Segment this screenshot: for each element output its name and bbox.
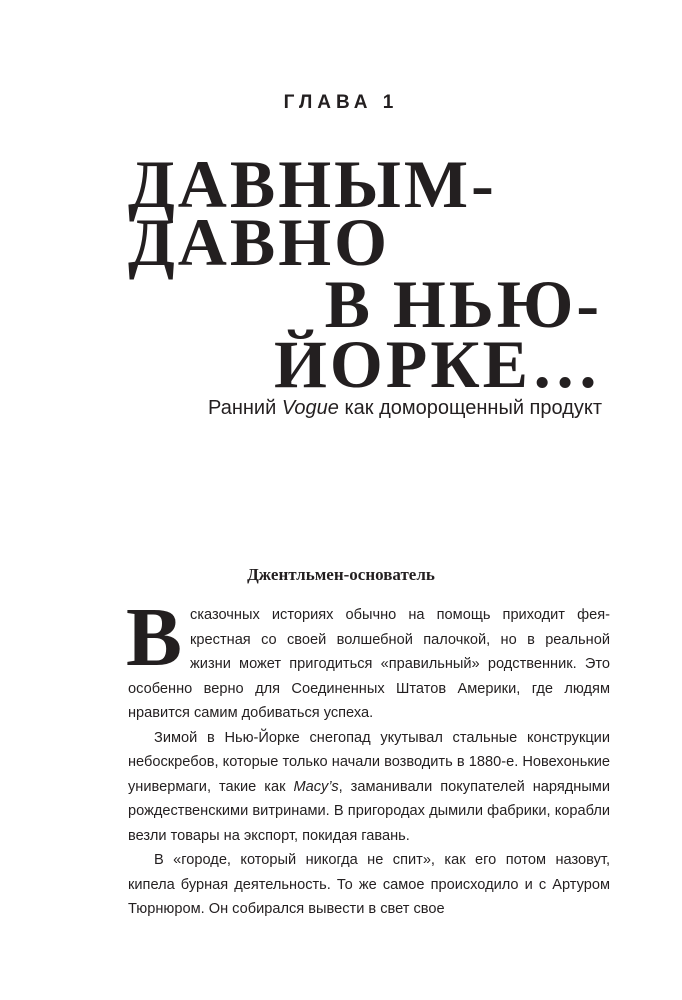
chapter-title-line-3: В НЬЮ- (324, 266, 602, 342)
chapter-title-line-4: ЙОРКЕ… (274, 326, 602, 402)
subtitle-text-after: как доморощенный продукт (338, 397, 602, 419)
chapter-title-line-2: ДАВНО (128, 204, 391, 280)
paragraph-3-text: В «городе, который никогда не спит», как его потом назовут, кипела бурная деятельность. То же самое происходило и с Артуром Тюрнюром. Он собирался вывести в свет свое (128, 852, 610, 917)
paragraph-2-text-before: Зимой в Нью-Йорке снегопад укутывал стальные конструкции небоскребов, которые только начали возводить в 1880-е. Новехонькие универмаги, такие как (128, 729, 610, 795)
paragraph-1 (126, 591, 610, 726)
drop-cap: В (126, 591, 183, 684)
paragraph-1-text: сказочных историях обычно на помощь приходит фея-крестная со своей волшебной палочкой, но в реальной жизни может пригодиться «правильный» родственник. Это особенно верно для Соединенных Штатов Америки, где людям нравится самим добиваться успеха. (128, 607, 610, 721)
paragraph-2 (128, 726, 610, 849)
subtitle-text-before: Ранний (208, 397, 282, 419)
paragraph-2-italic-macys: Macy’s (293, 778, 339, 795)
paragraph-2-text-after: , заманивали покупателей нарядными рождественскими витринами. В пригородах дымили фабрики, корабли везли товары на экспорт, покидая гавань. (128, 778, 610, 844)
chapter-label: ГЛАВА 1 (283, 92, 399, 113)
paragraph-3 (128, 848, 610, 922)
section-heading: Джентльмен-основатель (247, 565, 435, 585)
chapter-title-line-1: ДАВНЫМ- (128, 146, 497, 222)
chapter-subtitle (208, 397, 602, 420)
body-text (126, 591, 610, 922)
subtitle-italic-vogue: Vogue (281, 397, 339, 419)
